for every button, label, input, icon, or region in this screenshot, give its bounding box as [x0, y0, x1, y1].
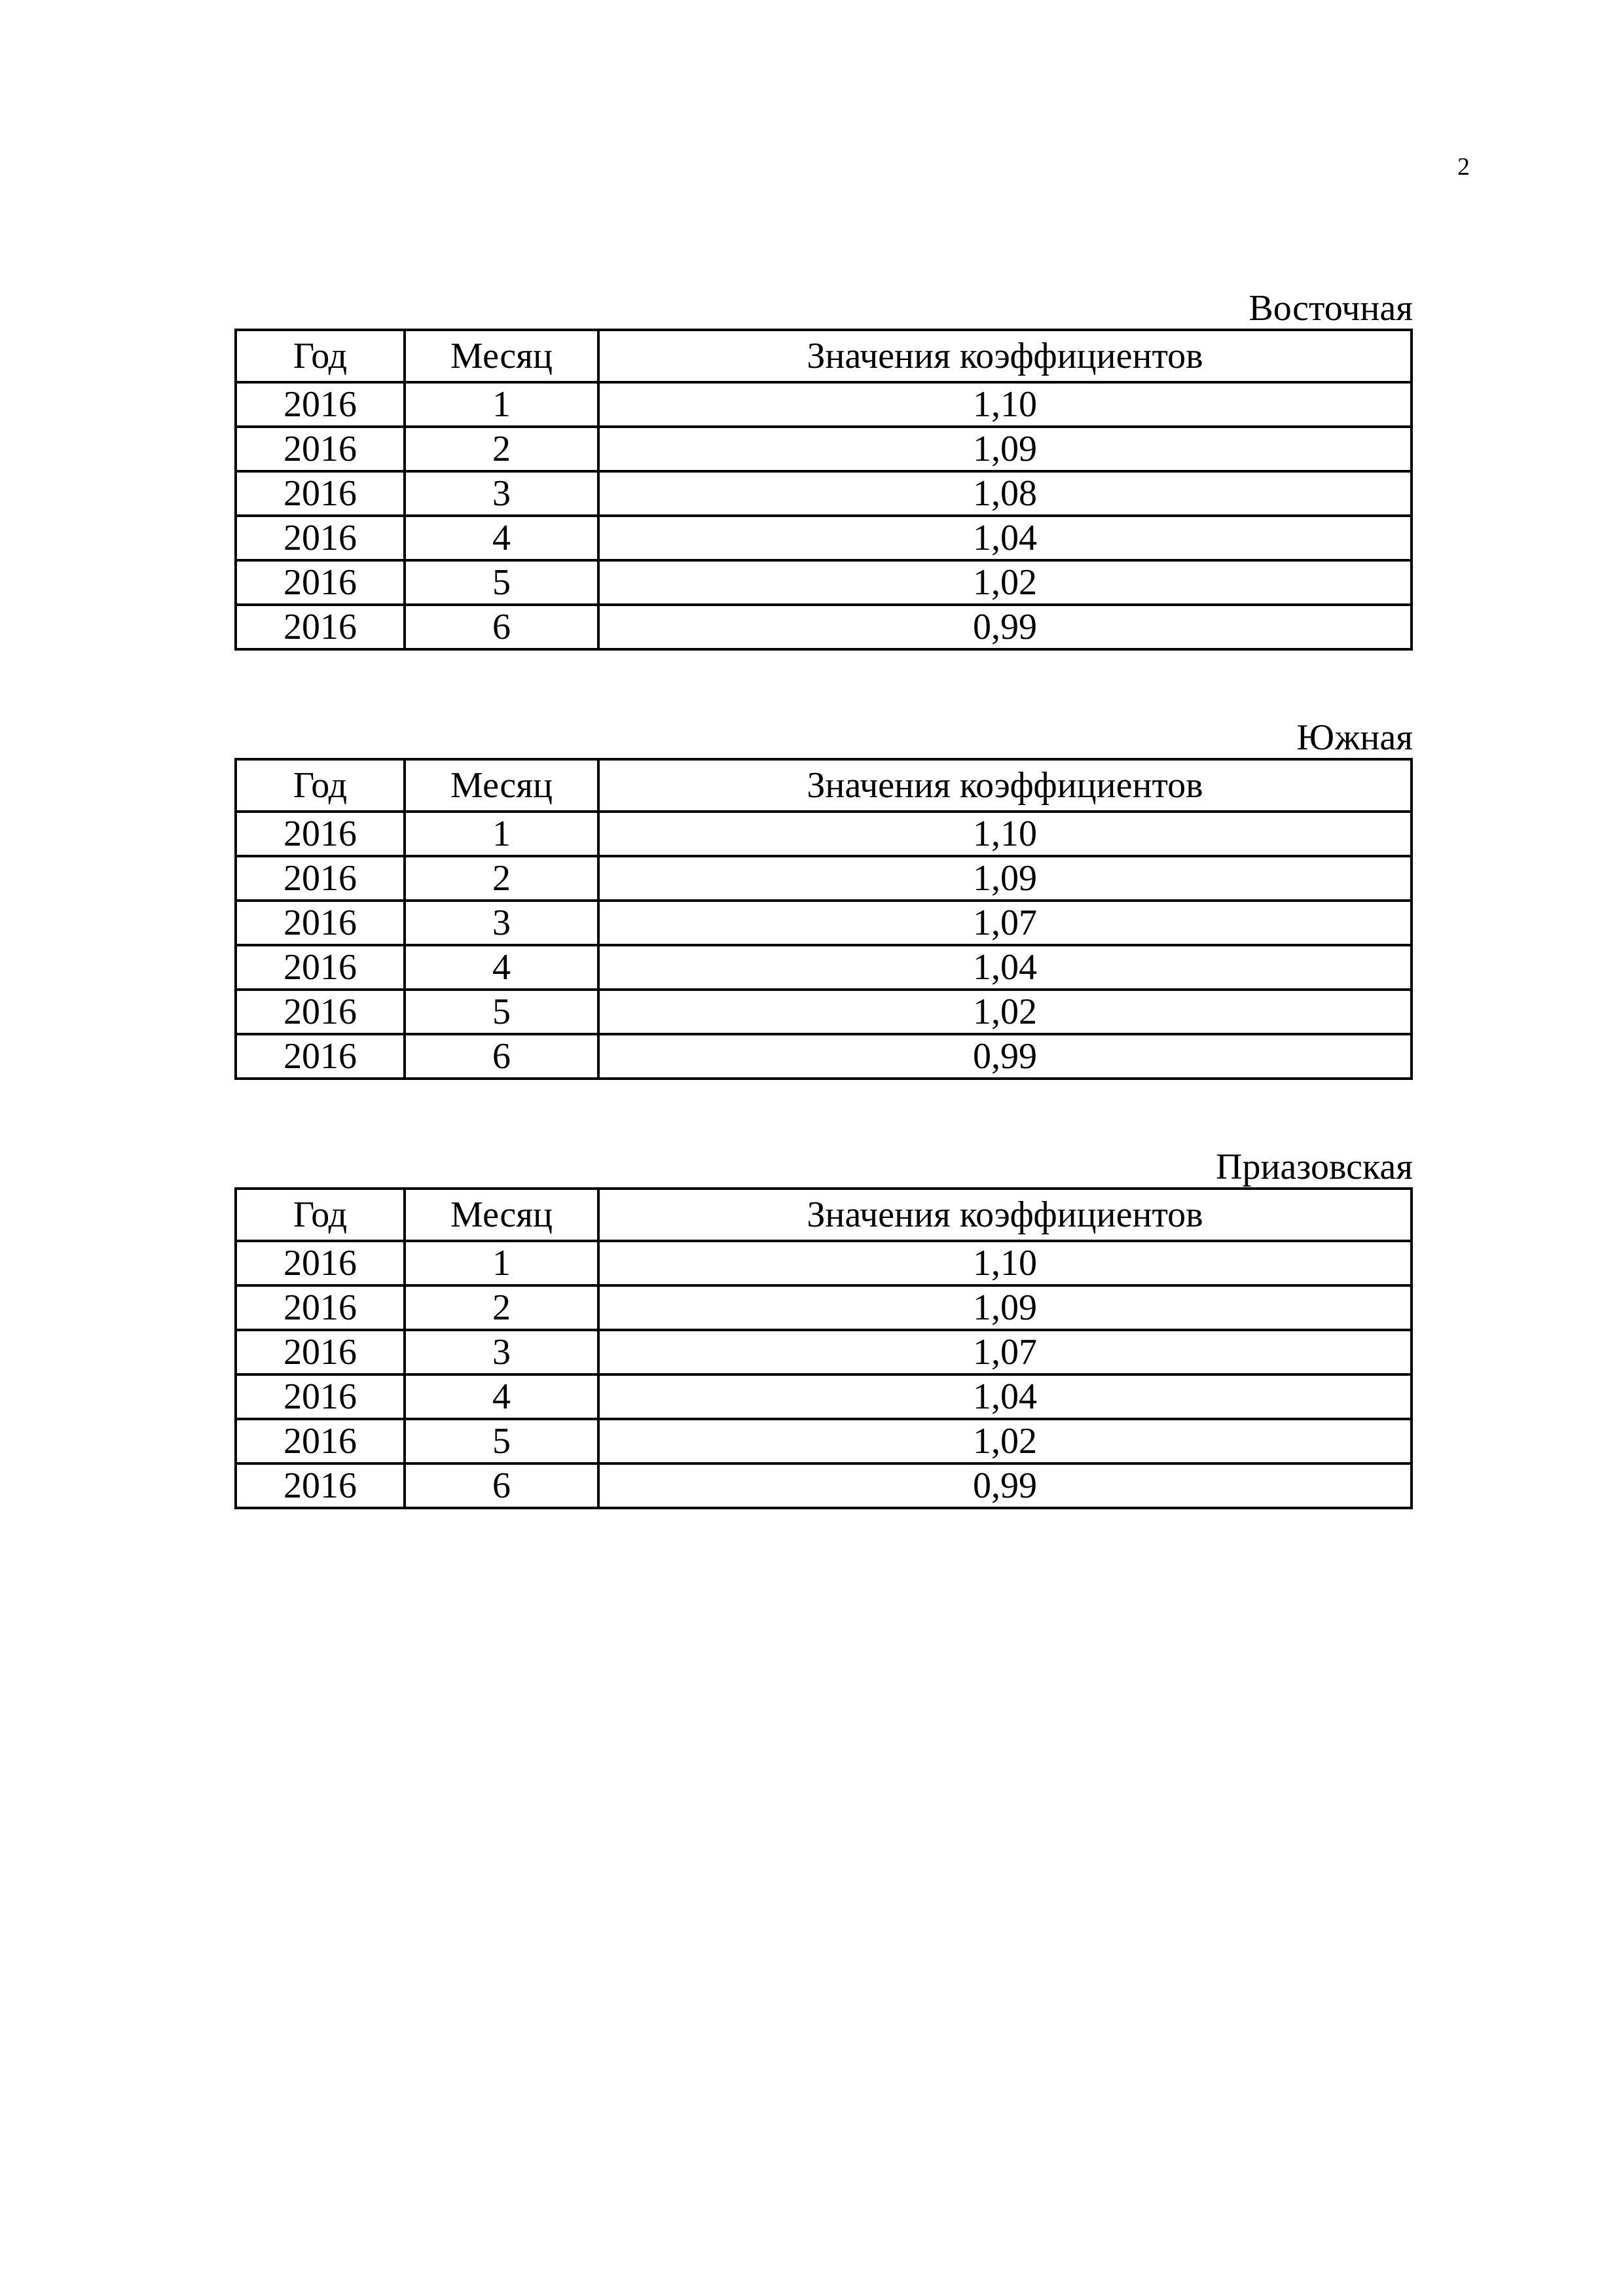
cell-month: 4 [405, 945, 598, 990]
cell-month: 4 [405, 516, 598, 560]
coefficients-table [234, 1187, 1413, 1509]
section-yuzhnaya [234, 717, 1413, 1080]
table-row [236, 856, 1412, 901]
table-row [236, 427, 1412, 471]
table-row [236, 945, 1412, 990]
table-row [236, 560, 1412, 605]
cell-month: 1 [405, 1241, 598, 1285]
table-row [236, 605, 1412, 649]
cell-year: 2016 [236, 1463, 405, 1508]
cell-year: 2016 [236, 1374, 405, 1419]
cell-value: 1,02 [598, 990, 1412, 1034]
cell-value: 1,04 [598, 1374, 1412, 1419]
cell-month: 1 [405, 812, 598, 856]
table-row [236, 382, 1412, 427]
column-header-month: Месяц [405, 330, 598, 382]
cell-value: 1,04 [598, 516, 1412, 560]
table-row [236, 1374, 1412, 1419]
cell-month: 2 [405, 1285, 598, 1330]
cell-month: 6 [405, 1463, 598, 1508]
cell-value: 1,07 [598, 1330, 1412, 1374]
cell-month: 5 [405, 990, 598, 1034]
column-header-month: Месяц [405, 1189, 598, 1241]
cell-month: 3 [405, 1330, 598, 1374]
section-priazovskaya [234, 1147, 1413, 1509]
column-header-year: Год [236, 330, 405, 382]
column-header-value: Значения коэффициентов [598, 1189, 1412, 1241]
cell-year: 2016 [236, 427, 405, 471]
table-row [236, 990, 1412, 1034]
table-row [236, 1034, 1412, 1079]
cell-value: 1,09 [598, 1285, 1412, 1330]
coefficients-table [234, 758, 1413, 1080]
table-row [236, 1463, 1412, 1508]
cell-month: 4 [405, 1374, 598, 1419]
table-row [236, 1285, 1412, 1330]
cell-year: 2016 [236, 560, 405, 605]
cell-year: 2016 [236, 1419, 405, 1463]
column-header-year: Год [236, 759, 405, 812]
cell-year: 2016 [236, 1034, 405, 1079]
table-row [236, 516, 1412, 560]
table-header-row [236, 330, 1412, 382]
section-title: Восточная [1249, 288, 1413, 329]
cell-value: 0,99 [598, 1034, 1412, 1079]
cell-year: 2016 [236, 990, 405, 1034]
cell-year: 2016 [236, 1241, 405, 1285]
section-title: Приазовская [1216, 1147, 1413, 1187]
cell-month: 1 [405, 382, 598, 427]
cell-month: 3 [405, 471, 598, 516]
cell-year: 2016 [236, 1285, 405, 1330]
cell-value: 1,10 [598, 382, 1412, 427]
cell-month: 6 [405, 605, 598, 649]
table-row [236, 1241, 1412, 1285]
cell-month: 5 [405, 1419, 598, 1463]
cell-value: 1,02 [598, 1419, 1412, 1463]
cell-value: 0,99 [598, 1463, 1412, 1508]
cell-year: 2016 [236, 901, 405, 945]
cell-year: 2016 [236, 516, 405, 560]
cell-value: 0,99 [598, 605, 1412, 649]
table-row [236, 901, 1412, 945]
table-header-row [236, 1189, 1412, 1241]
column-header-month: Месяц [405, 759, 598, 812]
cell-year: 2016 [236, 605, 405, 649]
cell-value: 1,09 [598, 856, 1412, 901]
cell-month: 2 [405, 856, 598, 901]
cell-value: 1,10 [598, 1241, 1412, 1285]
table-header-row [236, 759, 1412, 812]
cell-year: 2016 [236, 471, 405, 516]
table-row [236, 1330, 1412, 1374]
cell-year: 2016 [236, 1330, 405, 1374]
cell-month: 3 [405, 901, 598, 945]
page-number: 2 [1457, 153, 1470, 181]
cell-month: 2 [405, 427, 598, 471]
cell-value: 1,07 [598, 901, 1412, 945]
column-header-year: Год [236, 1189, 405, 1241]
table-row [236, 812, 1412, 856]
column-header-value: Значения коэффициентов [598, 759, 1412, 812]
cell-year: 2016 [236, 382, 405, 427]
coefficients-table [234, 329, 1413, 651]
cell-month: 6 [405, 1034, 598, 1079]
cell-year: 2016 [236, 945, 405, 990]
cell-year: 2016 [236, 856, 405, 901]
section-title: Южная [1296, 717, 1413, 758]
cell-value: 1,10 [598, 812, 1412, 856]
cell-value: 1,09 [598, 427, 1412, 471]
section-vostochnaya [234, 288, 1413, 651]
cell-value: 1,02 [598, 560, 1412, 605]
table-row [236, 471, 1412, 516]
cell-year: 2016 [236, 812, 405, 856]
cell-value: 1,08 [598, 471, 1412, 516]
table-row [236, 1419, 1412, 1463]
column-header-value: Значения коэффициентов [598, 330, 1412, 382]
cell-month: 5 [405, 560, 598, 605]
cell-value: 1,04 [598, 945, 1412, 990]
